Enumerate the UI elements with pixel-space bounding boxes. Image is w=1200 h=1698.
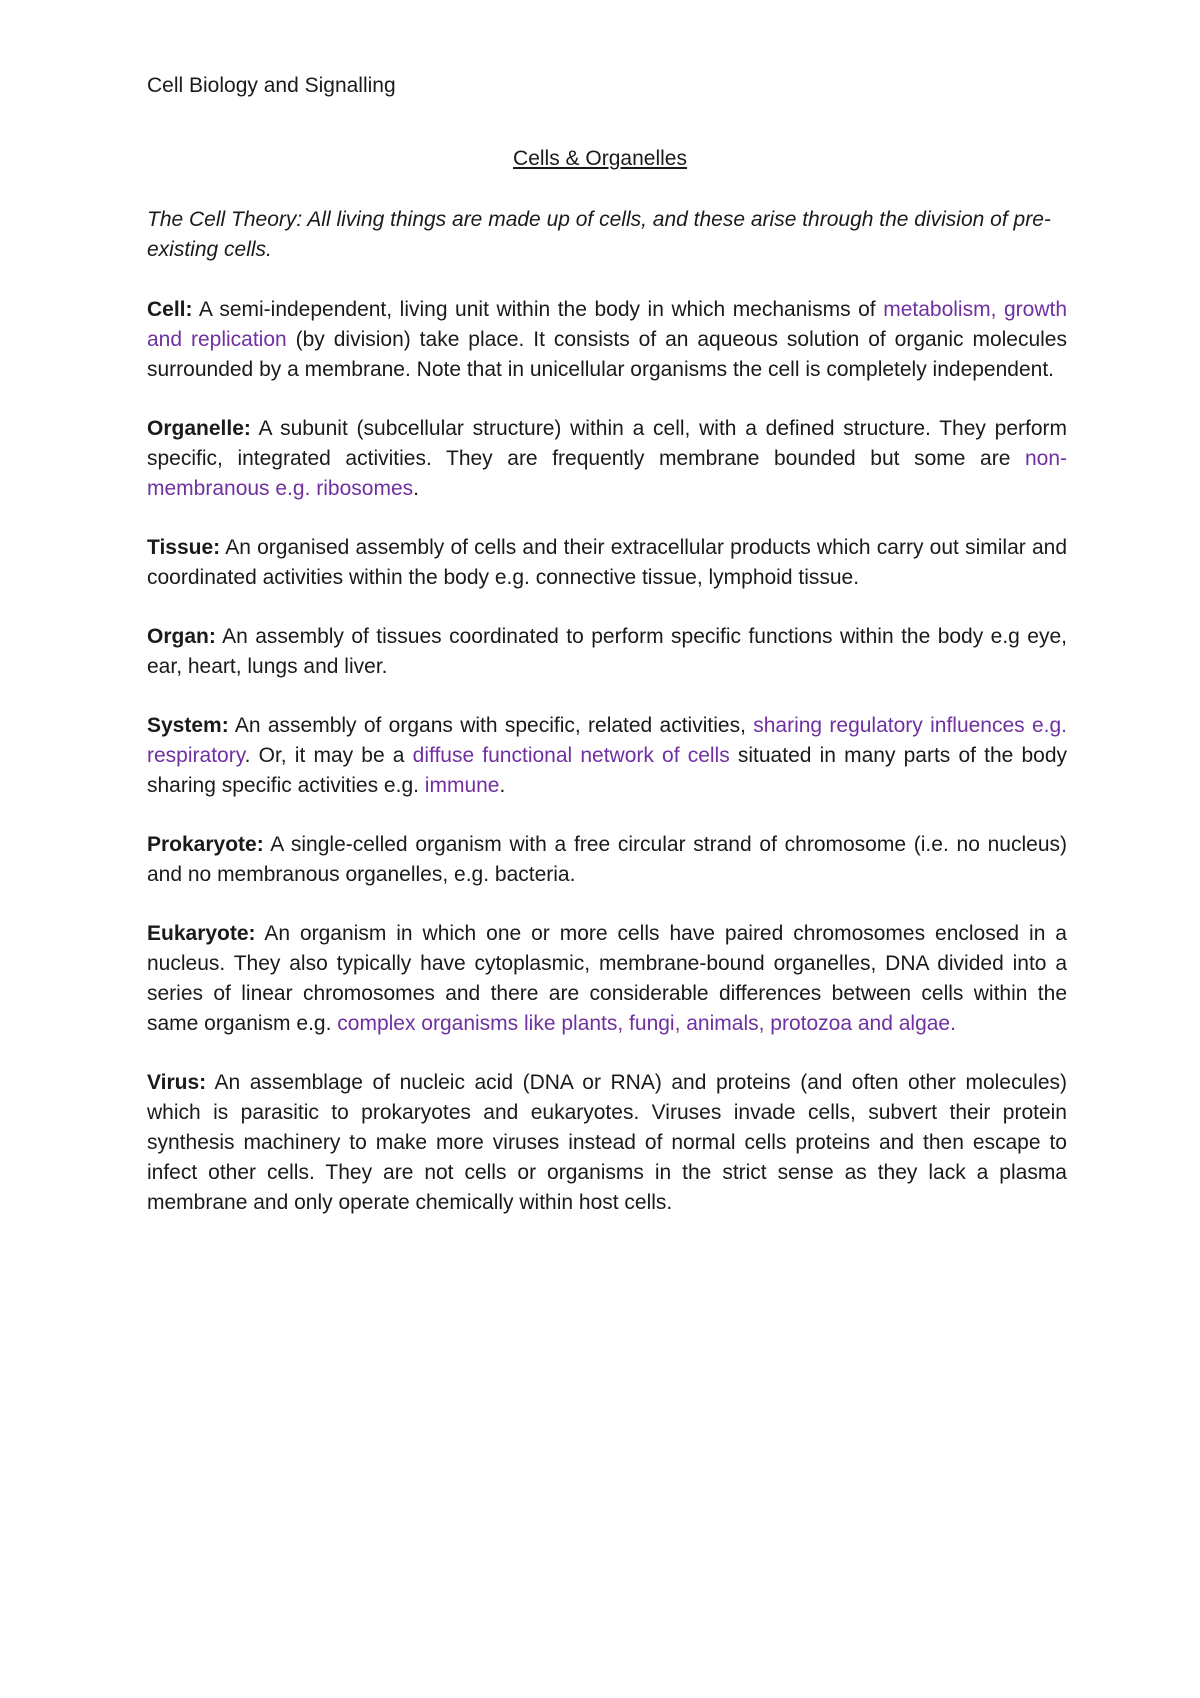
- definition-text: .: [413, 477, 419, 500]
- definition-term: Eukaryote:: [147, 922, 256, 945]
- definition-paragraph: [147, 533, 1067, 593]
- definition-text: A semi-independent, living unit within the body in which mechanisms of: [192, 298, 884, 321]
- definition-paragraph: [147, 919, 1067, 1039]
- definition-text: An assemblage of nucleic acid (DNA or RNA) and proteins (and often other molecules) which is parasitic to prokaryotes and eukaryotes. Viruses invade cells, subvert their protein synthesis machinery to make more viruses instead of normal cells proteins and then escape to infect other cells. They are not cells or organisms in the strict sense as they lack a plasma membrane and only operate chemically within host cells.: [147, 1071, 1067, 1214]
- definition-text: An assembly of tissues coordinated to perform specific functions within the body e.g eye, ear, heart, lungs and liver.: [147, 625, 1067, 678]
- cell-theory-statement: The Cell Theory: All living things are made up of cells, and these arise through the division of pre-existing cells.: [147, 208, 1051, 261]
- definition-paragraph: [147, 295, 1067, 385]
- definition-text: .: [499, 774, 506, 797]
- highlighted-text: immune: [424, 774, 500, 797]
- definition-term: Prokaryote:: [147, 833, 264, 856]
- definitions-list: [147, 295, 1067, 1247]
- definition-term: Organ:: [147, 625, 216, 648]
- definition-paragraph: [147, 830, 1067, 890]
- highlighted-text: non-membranous e.g. ribosomes: [147, 447, 1067, 500]
- definition-paragraph: [147, 414, 1067, 504]
- definition-text: An organism in which one or more cells have paired chromosomes enclosed in a nucleus. They also typically have cytoplasmic, membrane-bound organelles, DNA divided into a series of linear chromosomes and there are considerable differences between cells within the same organism e.g.: [147, 922, 1067, 1035]
- highlighted-text: diffuse functional network of cells: [412, 744, 730, 767]
- highlighted-text: metabolism, growth and replication: [147, 298, 1067, 351]
- definition-term: System:: [147, 714, 229, 737]
- definition-term: Tissue:: [147, 536, 221, 559]
- document-header: Cell Biology and Signalling: [147, 74, 396, 97]
- definition-text: An assembly of organs with specific, related activities,: [228, 714, 754, 737]
- definition-text: situated in many parts of the body sharing specific activities e.g.: [147, 744, 1067, 797]
- definition-text: An organised assembly of cells and their extracellular products which carry out similar and coordinated activities within the body e.g. connective tissue, lymphoid tissue.: [147, 536, 1067, 589]
- definition-paragraph: [147, 622, 1067, 682]
- definition-term: Organelle:: [147, 417, 251, 440]
- definition-text: A single-celled organism with a free circular strand of chromosome (i.e. no nucleus) and no membranous organelles, e.g. bacteria.: [147, 833, 1067, 886]
- highlighted-text: sharing regulatory influences e.g. respiratory: [147, 714, 1067, 767]
- definition-term: Cell:: [147, 298, 193, 321]
- definition-text: (by division) take place. It consists of an aqueous solution of organic molecules surrounded by a membrane. Note that in unicellular organisms the cell is completely independent.: [147, 328, 1067, 381]
- highlighted-text: complex organisms like plants, fungi, animals, protozoa and algae.: [337, 1012, 956, 1035]
- definition-text: . Or, it may be a: [244, 744, 413, 767]
- definition-paragraph: [147, 1068, 1067, 1218]
- page-title: Cells & Organelles: [513, 147, 687, 170]
- definition-text: A subunit (subcellular structure) within a cell, with a defined structure. They perform specific, integrated activities. They are frequently membrane bounded but some are: [147, 417, 1067, 470]
- definition-paragraph: [147, 711, 1067, 801]
- definition-term: Virus:: [147, 1071, 207, 1094]
